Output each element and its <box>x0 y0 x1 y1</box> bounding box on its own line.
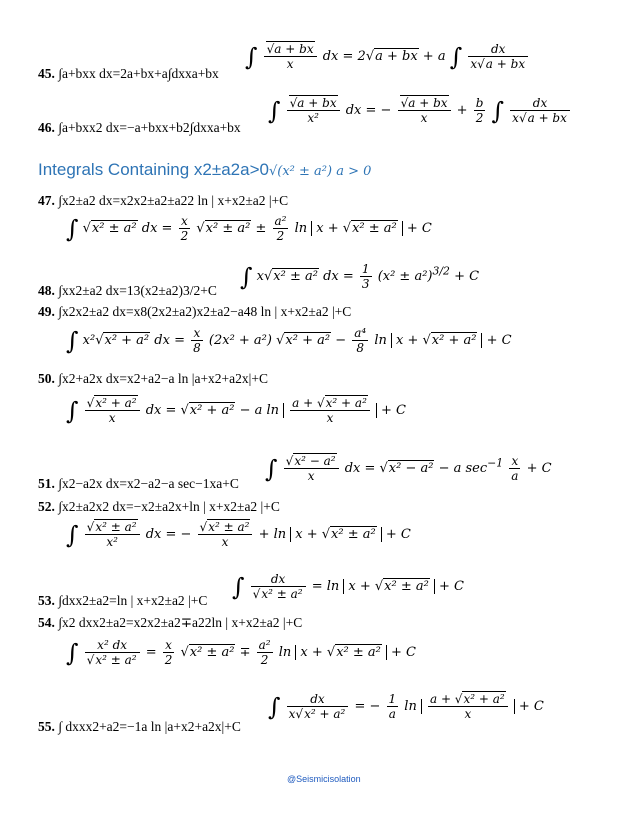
formula-49-label: ∫x2x2±a2 dx=x8(2x2±a2)x2±a2−a48 ln | x+x2±a2 |+C <box>58 304 352 319</box>
formula-48-display: ∫ x√x² ± a² dx = $\frac{1}{3}$ $(x^2 \pm a^2)^{3/2} + C$ <box>240 262 480 291</box>
formula-55-label: ∫ dxxx2+a2=−1a ln |a+x2+a2x|+C <box>58 719 241 734</box>
formula-46-number: 46. <box>38 120 55 135</box>
formula-51-number: 51. <box>38 476 55 491</box>
formula-45-number: 45. <box>38 66 55 81</box>
footer-watermark: @Seismicisolation <box>287 774 361 784</box>
section-heading-text: Integrals Containing x2±a2a>0 <box>38 160 269 179</box>
formula-54-text <box>38 615 302 631</box>
formula-45-text <box>38 66 219 82</box>
formula-55-display: ∫ $\frac{dx}{\text{x√x² + a²}}$ = − $\frac{1}{a}$ ln $\frac{\text{a + √x² + a²}}{x}$ + C <box>268 692 544 721</box>
formula-55-number: 55. <box>38 719 55 734</box>
formula-49-number: 49. <box>38 304 55 319</box>
formula-54-number: 54. <box>38 615 55 630</box>
formula-51-label: ∫x2−a2x dx=x2−a2−a sec−1xa+C <box>58 476 239 491</box>
formula-53-text <box>38 593 207 609</box>
formula-54-display: ∫ $\frac{\text{x² dx}}{\text{√x² ± a²}}$ = $\frac{x}{2}$ √x² ± a² ∓ $\frac{\text{a²}}{2}$ ln x + √x² ± a² + C <box>66 638 416 667</box>
formula-53-display: ∫ $\frac{dx}{\text{√x² ± a²}}$ = ln x + √x² ± a² + C <box>232 572 464 601</box>
formula-51-display: ∫ $\frac{\text{√x² − a²}}{x}$ dx = √x² − a² − a $\sec^{-1}$ $\frac{x}{a}$ + C <box>265 454 552 483</box>
formula-53-label: ∫dxx2±a2=ln | x+x2±a2 |+C <box>58 593 208 608</box>
formula-47-label: ∫x2±a2 dx=x2x2±a2±a22 ln | x+x2±a2 |+C <box>58 193 289 208</box>
formula-50-text <box>38 371 268 387</box>
formula-52-display: ∫ $\frac{\text{√x² ± a²}}{\text{x²}}$ dx = − $\frac{\text{√x² ± a²}}{x}$ + ln x + √x² ± a² + C <box>66 520 411 549</box>
section-heading <box>38 160 371 180</box>
formula-45-display: ∫ $\frac{√a + bx}{x}$ dx = 2√a + bx + a ∫ $\frac{dx}{x√a + bx}$ <box>245 38 530 71</box>
formula-50-label: ∫x2+a2x dx=x2+a2−a ln |a+x2+a2x|+C <box>58 371 268 386</box>
formula-51-text <box>38 476 239 492</box>
formula-50-number: 50. <box>38 371 55 386</box>
formula-48-text <box>38 283 217 299</box>
formula-47-display: ∫ √x² ± a² dx = $\frac{x}{2}$ √x² ± a² ± $\frac{\text{a²}}{2}$ ln x + √x² ± a² + C <box>66 214 432 243</box>
formula-52-text <box>38 499 280 515</box>
formula-54-label: ∫x2 dxx2±a2=x2x2±a2∓a22ln | x+x2±a2 |+C <box>58 615 303 630</box>
formula-47-number: 47. <box>38 193 55 208</box>
formula-50-display: ∫ $\frac{\text{√x² + a²}}{x}$ dx = √x² + a² − a ln $\frac{\text{a + √x² + a²}}{x}$ + C <box>66 396 407 425</box>
formula-45-label: ∫a+bxx dx=2a+bx+a∫dxxa+bx <box>58 66 219 81</box>
formula-53-number: 53. <box>38 593 55 608</box>
formula-49-text <box>38 304 351 320</box>
formula-49-display: ∫ x²√x² + a² dx = $\frac{x}{8}$ (2x² + a²) √x² + a² − $\frac{\text{a⁴}}{8}$ ln x + √x² + a² + C <box>66 326 512 355</box>
formula-48-number: 48. <box>38 283 55 298</box>
formula-46-display: ∫ $\frac{√a + bx}{\text{x²}}$ dx = − $\frac{√a + bx}{x}$ + $\frac{b}{2}$ ∫ $\frac{dx}{x√a + bx}$ <box>268 92 572 125</box>
formula-46-label: ∫a+bxx2 dx=−a+bxx+b2∫dxxa+bx <box>58 120 241 135</box>
formula-46-text <box>38 120 241 136</box>
formula-52-label: ∫x2±a2x2 dx=−x2±a2x+ln | x+x2±a2 |+C <box>58 499 280 514</box>
formula-47-text <box>38 193 288 209</box>
formula-52-number: 52. <box>38 499 55 514</box>
formula-48-label: ∫xx2±a2 dx=13(x2±a2)3/2+C <box>58 283 217 298</box>
section-heading-math: √(x² ± a²) a > 0 <box>268 164 372 179</box>
formula-55-text <box>38 719 241 735</box>
